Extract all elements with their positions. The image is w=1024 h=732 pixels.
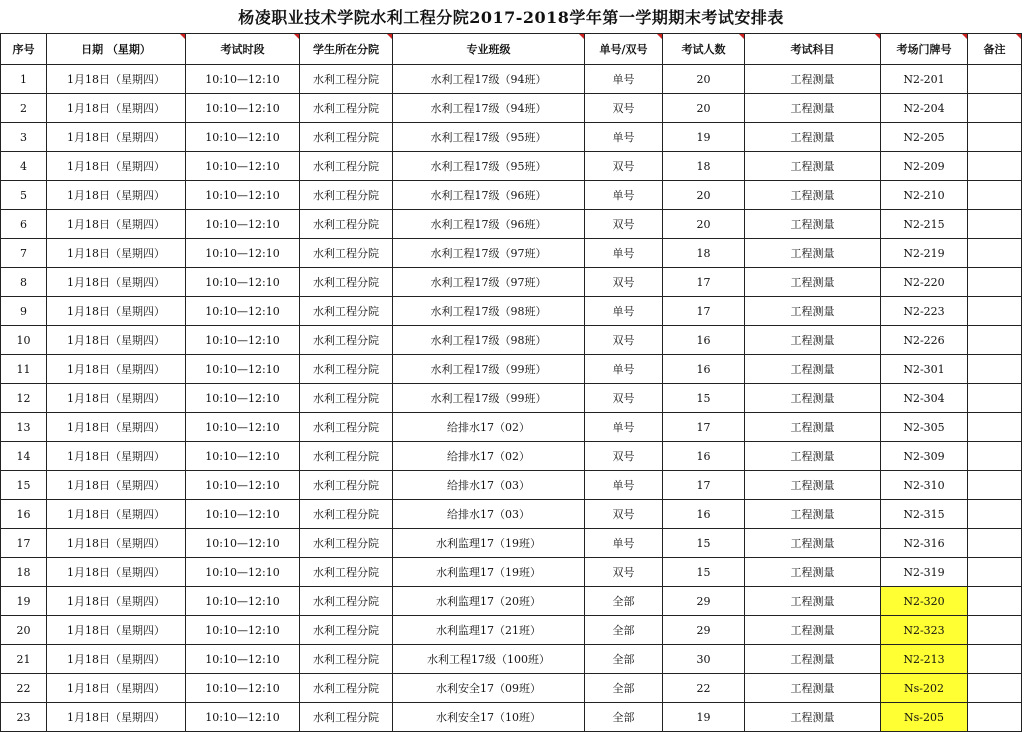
cell-college: 水利工程分院 bbox=[300, 645, 393, 674]
cell-time: 10:10—12:10 bbox=[186, 674, 300, 703]
cell-class: 给排水17（02） bbox=[393, 413, 585, 442]
cell-time: 10:10—12:10 bbox=[186, 587, 300, 616]
cell-note bbox=[968, 65, 1022, 94]
cell-count: 20 bbox=[663, 181, 745, 210]
cell-count: 16 bbox=[663, 326, 745, 355]
cell-note bbox=[968, 587, 1022, 616]
cell-room: N2-309 bbox=[881, 442, 968, 471]
table-row bbox=[1, 384, 1022, 413]
cell-class: 给排水17（03） bbox=[393, 471, 585, 500]
sheet-title: 杨凌职业技术学院水利工程分院2017-2018学年第一学期期末考试安排表 bbox=[1, 0, 1022, 34]
cell-room: N2-210 bbox=[881, 181, 968, 210]
cell-note bbox=[968, 123, 1022, 152]
cell-no: 21 bbox=[1, 645, 47, 674]
cell-room: Ns-205 bbox=[881, 703, 968, 732]
cell-room: N2-205 bbox=[881, 123, 968, 152]
cell-time: 10:10—12:10 bbox=[186, 152, 300, 181]
cell-date: 1月18日（星期四） bbox=[47, 326, 186, 355]
cell-college: 水利工程分院 bbox=[300, 384, 393, 413]
cell-parity: 全部 bbox=[585, 674, 663, 703]
cell-time: 10:10—12:10 bbox=[186, 558, 300, 587]
cell-college: 水利工程分院 bbox=[300, 413, 393, 442]
cell-note bbox=[968, 152, 1022, 181]
table-row bbox=[1, 239, 1022, 268]
header-note: 备注 bbox=[968, 34, 1022, 65]
cell-count: 18 bbox=[663, 152, 745, 181]
cell-college: 水利工程分院 bbox=[300, 65, 393, 94]
header-time: 考试时段 bbox=[186, 34, 300, 65]
cell-count: 17 bbox=[663, 413, 745, 442]
cell-college: 水利工程分院 bbox=[300, 703, 393, 732]
cell-room: N2-213 bbox=[881, 645, 968, 674]
cell-time: 10:10—12:10 bbox=[186, 645, 300, 674]
cell-note bbox=[968, 703, 1022, 732]
cell-no: 16 bbox=[1, 500, 47, 529]
cell-no: 5 bbox=[1, 181, 47, 210]
header-room: 考场门牌号 bbox=[881, 34, 968, 65]
cell-subject: 工程测量 bbox=[745, 645, 881, 674]
cell-time: 10:10—12:10 bbox=[186, 471, 300, 500]
table-row bbox=[1, 703, 1022, 732]
cell-class: 水利工程17级（97班） bbox=[393, 268, 585, 297]
cell-count: 16 bbox=[663, 355, 745, 384]
cell-class: 水利工程17级（98班） bbox=[393, 326, 585, 355]
table-row bbox=[1, 616, 1022, 645]
cell-date: 1月18日（星期四） bbox=[47, 471, 186, 500]
cell-count: 18 bbox=[663, 239, 745, 268]
cell-note bbox=[968, 442, 1022, 471]
title-row bbox=[1, 0, 1022, 34]
cell-note bbox=[968, 529, 1022, 558]
cell-subject: 工程测量 bbox=[745, 123, 881, 152]
cell-subject: 工程测量 bbox=[745, 94, 881, 123]
cell-subject: 工程测量 bbox=[745, 674, 881, 703]
header-class: 专业班级 bbox=[393, 34, 585, 65]
cell-college: 水利工程分院 bbox=[300, 94, 393, 123]
cell-college: 水利工程分院 bbox=[300, 500, 393, 529]
cell-no: 3 bbox=[1, 123, 47, 152]
cell-room: N2-323 bbox=[881, 616, 968, 645]
cell-time: 10:10—12:10 bbox=[186, 268, 300, 297]
cell-date: 1月18日（星期四） bbox=[47, 645, 186, 674]
cell-time: 10:10—12:10 bbox=[186, 616, 300, 645]
cell-count: 19 bbox=[663, 123, 745, 152]
cell-college: 水利工程分院 bbox=[300, 442, 393, 471]
cell-college: 水利工程分院 bbox=[300, 268, 393, 297]
cell-class: 水利安全17（09班） bbox=[393, 674, 585, 703]
cell-time: 10:10—12:10 bbox=[186, 123, 300, 152]
cell-note bbox=[968, 413, 1022, 442]
cell-note bbox=[968, 645, 1022, 674]
cell-note bbox=[968, 326, 1022, 355]
cell-subject: 工程测量 bbox=[745, 355, 881, 384]
cell-no: 19 bbox=[1, 587, 47, 616]
cell-parity: 全部 bbox=[585, 703, 663, 732]
cell-room: N2-219 bbox=[881, 239, 968, 268]
cell-note bbox=[968, 558, 1022, 587]
cell-time: 10:10—12:10 bbox=[186, 181, 300, 210]
cell-subject: 工程测量 bbox=[745, 268, 881, 297]
cell-count: 15 bbox=[663, 384, 745, 413]
cell-time: 10:10—12:10 bbox=[186, 326, 300, 355]
cell-count: 17 bbox=[663, 268, 745, 297]
table-row bbox=[1, 500, 1022, 529]
cell-class: 水利工程17级（100班） bbox=[393, 645, 585, 674]
cell-note bbox=[968, 181, 1022, 210]
cell-room: N2-209 bbox=[881, 152, 968, 181]
cell-parity: 双号 bbox=[585, 94, 663, 123]
cell-class: 水利工程17级（95班） bbox=[393, 152, 585, 181]
cell-college: 水利工程分院 bbox=[300, 152, 393, 181]
cell-college: 水利工程分院 bbox=[300, 297, 393, 326]
cell-class: 水利安全17（10班） bbox=[393, 703, 585, 732]
cell-college: 水利工程分院 bbox=[300, 355, 393, 384]
cell-no: 12 bbox=[1, 384, 47, 413]
cell-time: 10:10—12:10 bbox=[186, 703, 300, 732]
table-row bbox=[1, 297, 1022, 326]
cell-college: 水利工程分院 bbox=[300, 210, 393, 239]
table-row bbox=[1, 355, 1022, 384]
cell-date: 1月18日（星期四） bbox=[47, 703, 186, 732]
cell-parity: 单号 bbox=[585, 297, 663, 326]
table-row bbox=[1, 558, 1022, 587]
table-row bbox=[1, 123, 1022, 152]
cell-no: 8 bbox=[1, 268, 47, 297]
cell-count: 20 bbox=[663, 65, 745, 94]
cell-date: 1月18日（星期四） bbox=[47, 384, 186, 413]
header-parity: 单号/双号 bbox=[585, 34, 663, 65]
cell-date: 1月18日（星期四） bbox=[47, 500, 186, 529]
cell-date: 1月18日（星期四） bbox=[47, 413, 186, 442]
table-row bbox=[1, 674, 1022, 703]
cell-time: 10:10—12:10 bbox=[186, 65, 300, 94]
cell-parity: 双号 bbox=[585, 500, 663, 529]
cell-subject: 工程测量 bbox=[745, 529, 881, 558]
cell-time: 10:10—12:10 bbox=[186, 500, 300, 529]
cell-time: 10:10—12:10 bbox=[186, 94, 300, 123]
table-row bbox=[1, 210, 1022, 239]
cell-note bbox=[968, 355, 1022, 384]
cell-count: 22 bbox=[663, 674, 745, 703]
table-row bbox=[1, 94, 1022, 123]
cell-class: 水利监理17（20班） bbox=[393, 587, 585, 616]
cell-date: 1月18日（星期四） bbox=[47, 123, 186, 152]
cell-count: 20 bbox=[663, 210, 745, 239]
cell-no: 7 bbox=[1, 239, 47, 268]
cell-parity: 全部 bbox=[585, 587, 663, 616]
cell-count: 16 bbox=[663, 500, 745, 529]
cell-date: 1月18日（星期四） bbox=[47, 558, 186, 587]
header-subject: 考试科目 bbox=[745, 34, 881, 65]
cell-note bbox=[968, 500, 1022, 529]
cell-date: 1月18日（星期四） bbox=[47, 587, 186, 616]
cell-count: 15 bbox=[663, 529, 745, 558]
cell-room: N2-304 bbox=[881, 384, 968, 413]
cell-class: 水利监理17（19班） bbox=[393, 529, 585, 558]
cell-date: 1月18日（星期四） bbox=[47, 297, 186, 326]
cell-parity: 双号 bbox=[585, 384, 663, 413]
cell-room: N2-305 bbox=[881, 413, 968, 442]
cell-subject: 工程测量 bbox=[745, 616, 881, 645]
header-college: 学生所在分院 bbox=[300, 34, 393, 65]
cell-college: 水利工程分院 bbox=[300, 239, 393, 268]
cell-time: 10:10—12:10 bbox=[186, 384, 300, 413]
cell-class: 水利工程17级（96班） bbox=[393, 181, 585, 210]
table-row bbox=[1, 442, 1022, 471]
table-row bbox=[1, 413, 1022, 442]
cell-count: 20 bbox=[663, 94, 745, 123]
cell-no: 11 bbox=[1, 355, 47, 384]
cell-parity: 单号 bbox=[585, 471, 663, 500]
cell-note bbox=[968, 384, 1022, 413]
cell-date: 1月18日（星期四） bbox=[47, 355, 186, 384]
cell-room: N2-220 bbox=[881, 268, 968, 297]
table-row bbox=[1, 587, 1022, 616]
cell-subject: 工程测量 bbox=[745, 239, 881, 268]
cell-count: 17 bbox=[663, 297, 745, 326]
cell-subject: 工程测量 bbox=[745, 65, 881, 94]
cell-subject: 工程测量 bbox=[745, 326, 881, 355]
cell-subject: 工程测量 bbox=[745, 210, 881, 239]
cell-no: 22 bbox=[1, 674, 47, 703]
cell-date: 1月18日（星期四） bbox=[47, 210, 186, 239]
cell-note bbox=[968, 239, 1022, 268]
cell-class: 水利工程17级（94班） bbox=[393, 94, 585, 123]
cell-count: 17 bbox=[663, 471, 745, 500]
cell-parity: 双号 bbox=[585, 442, 663, 471]
cell-no: 14 bbox=[1, 442, 47, 471]
cell-date: 1月18日（星期四） bbox=[47, 674, 186, 703]
cell-no: 10 bbox=[1, 326, 47, 355]
table-row bbox=[1, 529, 1022, 558]
cell-no: 1 bbox=[1, 65, 47, 94]
header-date: 日期 （星期） bbox=[47, 34, 186, 65]
cell-college: 水利工程分院 bbox=[300, 616, 393, 645]
cell-time: 10:10—12:10 bbox=[186, 297, 300, 326]
cell-no: 6 bbox=[1, 210, 47, 239]
cell-date: 1月18日（星期四） bbox=[47, 529, 186, 558]
cell-time: 10:10—12:10 bbox=[186, 210, 300, 239]
cell-college: 水利工程分院 bbox=[300, 587, 393, 616]
cell-room: N2-226 bbox=[881, 326, 968, 355]
header-no: 序号 bbox=[1, 34, 47, 65]
cell-class: 给排水17（03） bbox=[393, 500, 585, 529]
cell-subject: 工程测量 bbox=[745, 442, 881, 471]
cell-no: 4 bbox=[1, 152, 47, 181]
cell-subject: 工程测量 bbox=[745, 587, 881, 616]
cell-class: 水利工程17级（99班） bbox=[393, 384, 585, 413]
cell-room: N2-201 bbox=[881, 65, 968, 94]
cell-count: 15 bbox=[663, 558, 745, 587]
table-row bbox=[1, 181, 1022, 210]
cell-class: 水利工程17级（95班） bbox=[393, 123, 585, 152]
cell-college: 水利工程分院 bbox=[300, 558, 393, 587]
cell-subject: 工程测量 bbox=[745, 297, 881, 326]
cell-no: 18 bbox=[1, 558, 47, 587]
cell-no: 13 bbox=[1, 413, 47, 442]
cell-subject: 工程测量 bbox=[745, 152, 881, 181]
cell-subject: 工程测量 bbox=[745, 703, 881, 732]
cell-college: 水利工程分院 bbox=[300, 529, 393, 558]
cell-college: 水利工程分院 bbox=[300, 123, 393, 152]
cell-count: 29 bbox=[663, 587, 745, 616]
cell-no: 17 bbox=[1, 529, 47, 558]
cell-time: 10:10—12:10 bbox=[186, 355, 300, 384]
cell-parity: 双号 bbox=[585, 558, 663, 587]
cell-room: N2-301 bbox=[881, 355, 968, 384]
cell-room: N2-204 bbox=[881, 94, 968, 123]
cell-parity: 单号 bbox=[585, 239, 663, 268]
cell-parity: 单号 bbox=[585, 413, 663, 442]
table-row bbox=[1, 645, 1022, 674]
cell-class: 给排水17（02） bbox=[393, 442, 585, 471]
table-row bbox=[1, 471, 1022, 500]
cell-subject: 工程测量 bbox=[745, 384, 881, 413]
cell-college: 水利工程分院 bbox=[300, 181, 393, 210]
cell-parity: 双号 bbox=[585, 152, 663, 181]
cell-subject: 工程测量 bbox=[745, 413, 881, 442]
cell-college: 水利工程分院 bbox=[300, 326, 393, 355]
cell-class: 水利工程17级（98班） bbox=[393, 297, 585, 326]
cell-room: N2-320 bbox=[881, 587, 968, 616]
cell-date: 1月18日（星期四） bbox=[47, 181, 186, 210]
cell-parity: 全部 bbox=[585, 645, 663, 674]
cell-room: N2-215 bbox=[881, 210, 968, 239]
cell-note bbox=[968, 674, 1022, 703]
cell-count: 19 bbox=[663, 703, 745, 732]
table-row bbox=[1, 268, 1022, 297]
cell-note bbox=[968, 471, 1022, 500]
cell-class: 水利工程17级（94班） bbox=[393, 65, 585, 94]
cell-parity: 单号 bbox=[585, 181, 663, 210]
cell-note bbox=[968, 94, 1022, 123]
cell-time: 10:10—12:10 bbox=[186, 413, 300, 442]
cell-no: 15 bbox=[1, 471, 47, 500]
cell-no: 9 bbox=[1, 297, 47, 326]
cell-date: 1月18日（星期四） bbox=[47, 442, 186, 471]
cell-parity: 双号 bbox=[585, 326, 663, 355]
cell-date: 1月18日（星期四） bbox=[47, 152, 186, 181]
cell-parity: 单号 bbox=[585, 529, 663, 558]
cell-parity: 单号 bbox=[585, 355, 663, 384]
cell-subject: 工程测量 bbox=[745, 181, 881, 210]
cell-class: 水利监理17（21班） bbox=[393, 616, 585, 645]
cell-parity: 单号 bbox=[585, 65, 663, 94]
cell-class: 水利工程17级（97班） bbox=[393, 239, 585, 268]
cell-room: N2-310 bbox=[881, 471, 968, 500]
cell-note bbox=[968, 616, 1022, 645]
table-row bbox=[1, 326, 1022, 355]
cell-time: 10:10—12:10 bbox=[186, 529, 300, 558]
cell-count: 29 bbox=[663, 616, 745, 645]
cell-college: 水利工程分院 bbox=[300, 674, 393, 703]
cell-count: 30 bbox=[663, 645, 745, 674]
cell-time: 10:10—12:10 bbox=[186, 442, 300, 471]
cell-subject: 工程测量 bbox=[745, 471, 881, 500]
cell-room: N2-316 bbox=[881, 529, 968, 558]
cell-time: 10:10—12:10 bbox=[186, 239, 300, 268]
header-count: 考试人数 bbox=[663, 34, 745, 65]
cell-room: N2-315 bbox=[881, 500, 968, 529]
header-row bbox=[1, 34, 1022, 65]
cell-date: 1月18日（星期四） bbox=[47, 65, 186, 94]
cell-parity: 双号 bbox=[585, 210, 663, 239]
cell-room: Ns-202 bbox=[881, 674, 968, 703]
cell-no: 20 bbox=[1, 616, 47, 645]
cell-room: N2-319 bbox=[881, 558, 968, 587]
cell-class: 水利工程17级（99班） bbox=[393, 355, 585, 384]
cell-date: 1月18日（星期四） bbox=[47, 616, 186, 645]
cell-subject: 工程测量 bbox=[745, 500, 881, 529]
cell-room: N2-223 bbox=[881, 297, 968, 326]
cell-note bbox=[968, 268, 1022, 297]
cell-date: 1月18日（星期四） bbox=[47, 94, 186, 123]
cell-subject: 工程测量 bbox=[745, 558, 881, 587]
cell-college: 水利工程分院 bbox=[300, 471, 393, 500]
table-row bbox=[1, 65, 1022, 94]
cell-note bbox=[968, 297, 1022, 326]
cell-date: 1月18日（星期四） bbox=[47, 268, 186, 297]
cell-no: 23 bbox=[1, 703, 47, 732]
cell-date: 1月18日（星期四） bbox=[47, 239, 186, 268]
table-row bbox=[1, 152, 1022, 181]
cell-parity: 全部 bbox=[585, 616, 663, 645]
cell-note bbox=[968, 210, 1022, 239]
cell-parity: 双号 bbox=[585, 268, 663, 297]
cell-class: 水利工程17级（96班） bbox=[393, 210, 585, 239]
cell-count: 16 bbox=[663, 442, 745, 471]
cell-class: 水利监理17（19班） bbox=[393, 558, 585, 587]
cell-parity: 单号 bbox=[585, 123, 663, 152]
cell-no: 2 bbox=[1, 94, 47, 123]
